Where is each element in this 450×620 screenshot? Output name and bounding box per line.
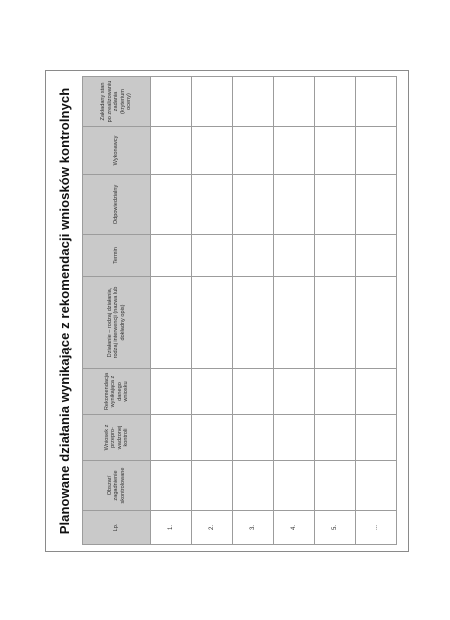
table-row <box>233 77 274 545</box>
table-cell[interactable] <box>233 415 274 461</box>
table-cell[interactable] <box>274 415 315 461</box>
table-cell[interactable] <box>315 415 356 461</box>
table-cell[interactable] <box>192 175 233 235</box>
table-cell[interactable] <box>356 277 397 369</box>
row-number: 5. <box>315 511 356 545</box>
table-cell[interactable] <box>192 235 233 277</box>
table-row <box>274 77 315 545</box>
table-cell[interactable] <box>356 127 397 175</box>
form-title: Planowane działania wynikające z rekomendacji wniosków kontrolnych <box>56 87 72 535</box>
form-page <box>45 70 409 552</box>
row-number: ... <box>356 511 397 545</box>
row-number: 1. <box>151 511 192 545</box>
column-header-deadline: Termin <box>83 235 151 277</box>
table-cell[interactable] <box>233 77 274 127</box>
table-cell[interactable] <box>233 277 274 369</box>
table-cell[interactable] <box>315 461 356 511</box>
table-cell[interactable] <box>356 415 397 461</box>
table-cell[interactable] <box>192 415 233 461</box>
table-cell[interactable] <box>315 175 356 235</box>
table-cell[interactable] <box>315 127 356 175</box>
table-cell[interactable] <box>192 277 233 369</box>
table-cell[interactable] <box>151 175 192 235</box>
column-header-executors: Wykonawcy <box>83 127 151 175</box>
table-cell[interactable] <box>315 369 356 415</box>
table-cell[interactable] <box>233 235 274 277</box>
table-cell[interactable] <box>233 175 274 235</box>
column-header-responsible: Odpowiedzialny <box>83 175 151 235</box>
table-cell[interactable] <box>315 235 356 277</box>
rotated-content <box>46 71 408 551</box>
table-cell[interactable] <box>315 77 356 127</box>
table-cell[interactable] <box>151 415 192 461</box>
table-cell[interactable] <box>356 77 397 127</box>
table-cell[interactable] <box>315 277 356 369</box>
table-cell[interactable] <box>151 77 192 127</box>
table-cell[interactable] <box>356 235 397 277</box>
table-cell[interactable] <box>151 461 192 511</box>
table-cell[interactable] <box>192 369 233 415</box>
table-cell[interactable] <box>274 369 315 415</box>
table-cell[interactable] <box>356 369 397 415</box>
table-cell[interactable] <box>356 175 397 235</box>
table-cell[interactable] <box>192 77 233 127</box>
action-plan-table <box>82 76 397 545</box>
column-header-lp: Lp. <box>83 511 151 545</box>
table-cell[interactable] <box>274 277 315 369</box>
table-cell[interactable] <box>274 461 315 511</box>
table-cell[interactable] <box>151 127 192 175</box>
table-row <box>151 77 192 545</box>
table-cell[interactable] <box>151 235 192 277</box>
table-cell[interactable] <box>274 127 315 175</box>
table-cell[interactable] <box>233 461 274 511</box>
table-cell[interactable] <box>274 175 315 235</box>
column-header-expected-state: Zakładany stan po zrealizowaniu zadania (kryterium oceny) <box>83 77 151 127</box>
row-number: 3. <box>233 511 274 545</box>
column-header-recommendation: Rekomendacja wynikająca z danego wniosku <box>83 369 151 415</box>
table-cell[interactable] <box>192 461 233 511</box>
table-header-row <box>83 77 151 545</box>
table-row <box>315 77 356 545</box>
table-cell[interactable] <box>151 277 192 369</box>
table-row <box>356 77 397 545</box>
column-header-conclusion: Wniosek z przepro- wadzonej kontroli <box>83 415 151 461</box>
table-cell[interactable] <box>274 77 315 127</box>
table-cell[interactable] <box>151 369 192 415</box>
table-cell[interactable] <box>356 461 397 511</box>
row-number: 4. <box>274 511 315 545</box>
row-number: 2. <box>192 511 233 545</box>
table-cell[interactable] <box>274 235 315 277</box>
table-row <box>192 77 233 545</box>
column-header-action: Działanie – rodzaj działania, rodzaj interwencji (nazwa lub dokładny opis) <box>83 277 151 369</box>
table-cell[interactable] <box>233 369 274 415</box>
table-cell[interactable] <box>192 127 233 175</box>
column-header-area: Obszar/ zagadnienie skontrolowane <box>83 461 151 511</box>
table-cell[interactable] <box>233 127 274 175</box>
